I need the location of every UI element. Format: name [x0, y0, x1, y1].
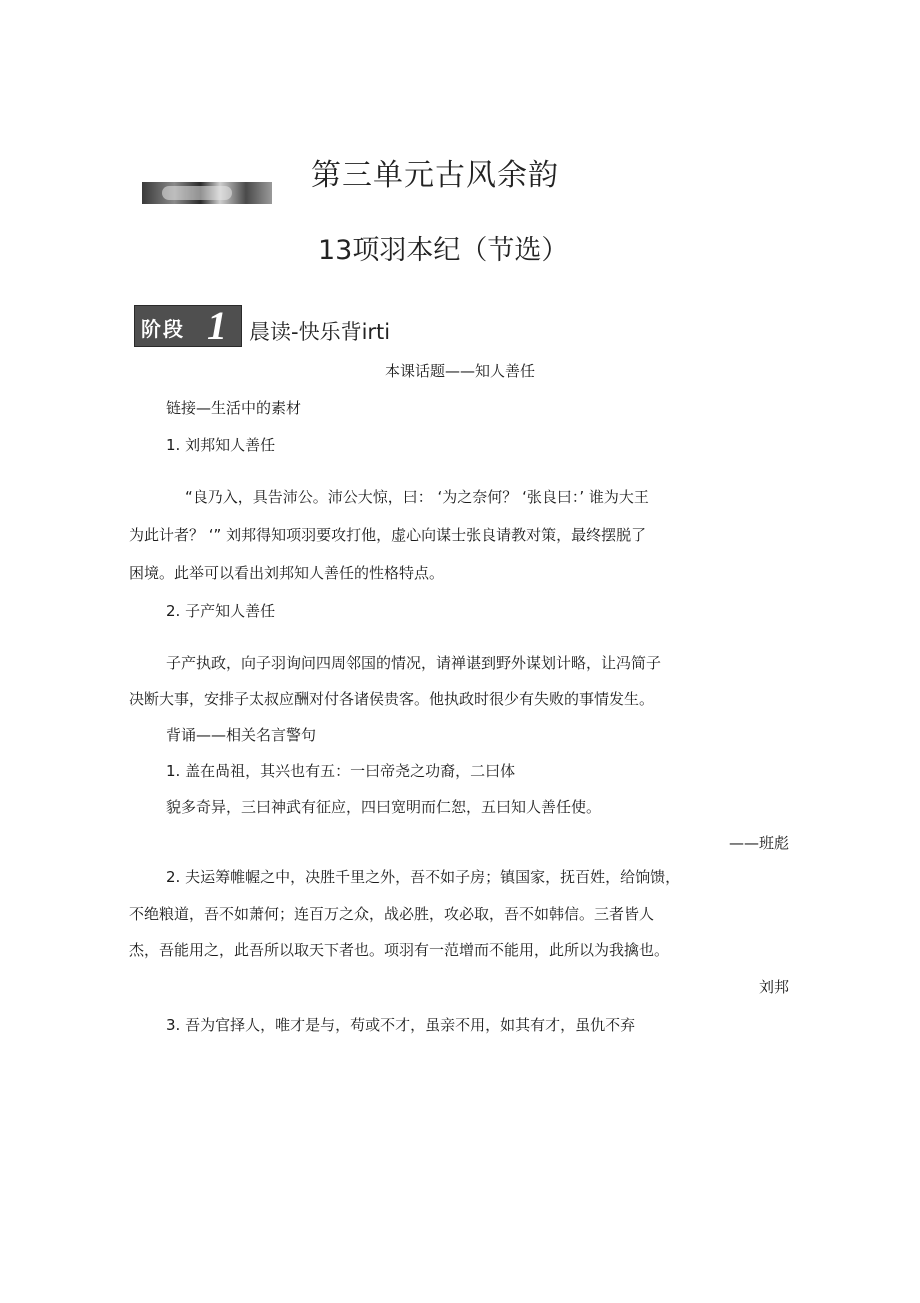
quote1-author: ——班彪	[728, 834, 789, 852]
item2-title: 2. 子产知人善任	[166, 602, 276, 620]
item1-line: 为此计者？ ‘” 刘邦得知项羽要攻打他，虚心向谋士张良请教对策，最终摆脱了	[129, 526, 647, 544]
stage-title: 晨读-快乐背irti	[249, 320, 391, 344]
unit-title: 第三单元古风余韵	[311, 158, 559, 193]
item2-line: 决断大事，安排子太叔应酬对付各诸侯贵客。他执政时很少有失败的事情发生。	[129, 690, 655, 708]
lesson-title: 13项羽本纪（节选）	[318, 235, 569, 266]
quote1-line: 貌多奇异，三曰神武有征应，四曰宽明而仁恕，五曰知人善任使。	[166, 798, 602, 816]
quote2-line: 不绝粮道，吾不如萧何；连百万之众，战必胜，攻必取，吾不如韩信。三者皆人	[129, 905, 655, 923]
item2-line: 子产执政，向子羽询问四周邻国的情况，请禅谌到野外谋划计略，让冯简子	[166, 654, 662, 672]
decorative-banner-image	[142, 182, 272, 204]
item1-line: “良乃入，具告沛公。沛公大惊，曰： ‘为之奈何？ ‘张良曰：’ 谁为大王	[185, 488, 649, 506]
quote2-line: 2. 夫运筹帷幄之中，决胜千里之外，吾不如子房；镇国家，抚百姓，给饷馈，	[166, 868, 681, 886]
section-heading-quotes: 背诵——相关名言警句	[166, 726, 317, 744]
item1-title: 1. 刘邦知人善任	[166, 436, 276, 454]
item1-line: 困境。此举可以看出刘邦知人善任的性格特点。	[129, 564, 445, 582]
quote2-line: 杰，吾能用之，此吾所以取天下者也。项羽有一范增而不能用，此所以为我擒也。	[129, 941, 670, 959]
quote1-line: 1. 盖在咼祖，其兴也有五：一曰帝尧之功裔，二曰体	[166, 762, 516, 780]
stage-badge-number: 1	[207, 303, 227, 348]
quote3-line: 3. 吾为官择人，唯才是与，苟或不才，虽亲不用，如其有才，虽仇不弃	[166, 1016, 636, 1034]
stage-badge-text: 阶段	[141, 317, 185, 341]
section-heading-materials: 链接—生活中的素材	[166, 399, 302, 417]
topic-heading: 本课话题——知人善任	[384, 362, 535, 380]
quote2-author: 刘邦	[758, 978, 789, 996]
stage-badge	[134, 305, 242, 347]
